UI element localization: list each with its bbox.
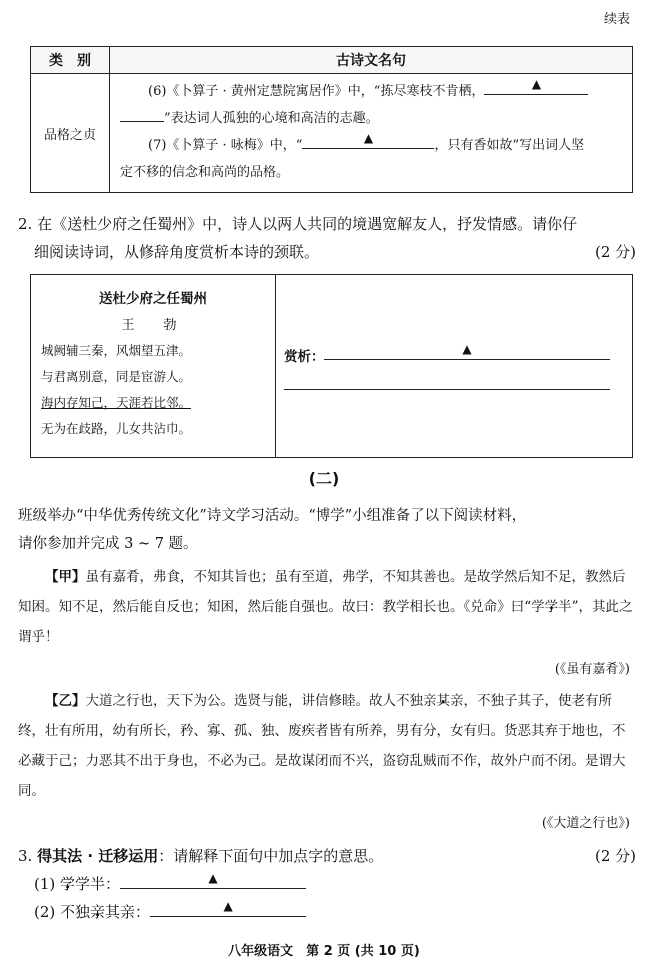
table-header-row — [31, 47, 633, 74]
header-category: 类 别 — [31, 47, 110, 74]
sub-text: 学半： — [75, 875, 121, 893]
q2-line2: 细阅读诗词，从修辞角度赏析本诗的颈联。 — [34, 243, 320, 261]
analysis-blank-2[interactable] — [284, 375, 610, 390]
passage-text-b: 其亲，不独子其子，使老有所终，壮有所用，幼有所长，矜、寡、孤、独、废疾者皆有所养，男有分，女有归。货恶其弃于地也，不必藏于己；力恶其不出于身也，不必为己。是故谋闭而不兴，盗窃乱贼而不作，故外户而不闭。是谓大同。 — [18, 693, 626, 799]
poem-line: 无为在歧路，儿女共沾巾。 — [41, 421, 192, 436]
section-intro — [18, 502, 636, 558]
poetry-table — [30, 46, 633, 193]
item-6 — [120, 78, 622, 105]
page-footer: 八年级语文 第 2 页 (共 10 页) — [228, 944, 420, 959]
dotted-char: 学 — [60, 875, 76, 893]
dotted-char: 亲 — [90, 903, 106, 921]
question-2 — [18, 210, 636, 266]
item-6-text: (6)《卜算子 · 黄州定慧院寓居作》中，“拣尽寒枝不肯栖， — [148, 84, 485, 99]
poem-analysis-table — [30, 274, 633, 458]
triangle-marker: ▲ — [208, 871, 218, 885]
triangle-marker: ▲ — [531, 77, 542, 91]
item-6-cont — [120, 105, 622, 132]
sub-text-b: 其亲： — [105, 903, 151, 921]
question-3 — [18, 842, 636, 926]
item-7-cont: 定不移的信念和高尚的品格。 — [120, 165, 290, 180]
continued-table-label: 续表 — [603, 12, 630, 27]
q3-score: (2 分) — [594, 847, 636, 865]
analysis-cell — [276, 275, 633, 458]
q3-text: ：请解释下面句中加点字的意思。 — [158, 847, 384, 865]
passage-text: 虽有嘉肴，弗食，不知其旨也；虽有至道，弗学，不知其善也。是故学然后知不足，教然后知困。知不足，然后能自反也；知困，然后能自强也。故曰：教学相长也。《兑命》曰“ — [18, 569, 626, 615]
analysis-blank[interactable] — [324, 342, 610, 360]
answer-blank[interactable] — [302, 131, 434, 149]
table-row — [31, 275, 633, 458]
q3-sub2 — [18, 898, 636, 926]
source-jia: (《虽有嘉肴》) — [554, 662, 630, 677]
q3-stem — [18, 842, 636, 870]
answer-blank[interactable] — [120, 871, 306, 889]
analysis-label: 赏析： — [284, 349, 325, 365]
source-yi: (《大道之行也》) — [541, 816, 630, 831]
q3-label: 得其法 · 迁移运用 — [37, 847, 159, 865]
q2-line1: 2. 在《送杜少府之任蜀州》中，诗人以两人共同的境遇宽解友人，抒发情感。请你仔 — [18, 215, 578, 233]
item-7 — [120, 132, 622, 159]
item-6-text-b: ”表达词人孤独的心境和高洁的志趣。 — [164, 111, 379, 126]
passage-label: 【乙】 — [45, 693, 86, 709]
poem-cell — [31, 275, 276, 458]
poem-author: 王 勃 — [121, 318, 185, 333]
poem-line: 城阙辅三秦，风烟望五津。 — [41, 343, 192, 358]
answer-blank[interactable] — [150, 899, 306, 917]
item-7-text-b: ，只有香如故”写出词人坚 — [434, 138, 585, 153]
answer-blank[interactable] — [120, 107, 164, 122]
triangle-marker: ▲ — [462, 342, 472, 356]
table-row — [31, 74, 633, 193]
header-content: 古诗文名句 — [110, 47, 633, 74]
poem-cell — [110, 74, 633, 193]
q2-line2-row — [18, 238, 636, 266]
q3-sub1 — [18, 870, 636, 898]
passage-jia — [18, 562, 636, 652]
category-cell: 品格之贞 — [31, 74, 110, 193]
dotted-char: 学 • — [531, 599, 545, 615]
passage-text-b: 学半”，其此之谓乎！ — [18, 599, 633, 645]
section-title: (二) — [308, 469, 340, 488]
q2-score: (2 分) — [594, 243, 636, 261]
poem-title: 送杜少府之任蜀州 — [99, 291, 207, 307]
poem-line: 与君离别意，同是宦游人。 — [41, 369, 192, 384]
sub-text: (2) 不独 — [34, 903, 91, 921]
q3-number: 3. — [18, 847, 38, 865]
dotted-char: 亲 • — [423, 693, 437, 709]
triangle-marker: ▲ — [223, 899, 233, 913]
item-7-text: (7)《卜算子 · 咏梅》中，“ — [148, 138, 303, 153]
sub-num: (1) — [34, 875, 61, 893]
intro-line2: 请你参加并完成 3 ~ 7 题。 — [18, 536, 198, 552]
passage-yi — [18, 686, 636, 806]
passage-label: 【甲】 — [45, 569, 86, 585]
triangle-marker: ▲ — [363, 131, 374, 145]
answer-blank[interactable] — [484, 77, 588, 95]
intro-line1: 班级举办“中华优秀传统文化”诗文学习活动。“博学”小组准备了以下阅读材料， — [18, 508, 527, 524]
passage-text: 大道之行也，天下为公。选贤与能，讲信修睦。故人不独 — [85, 693, 423, 709]
poem-line-highlighted: 海内存知己，天涯若比邻。 — [41, 395, 192, 410]
